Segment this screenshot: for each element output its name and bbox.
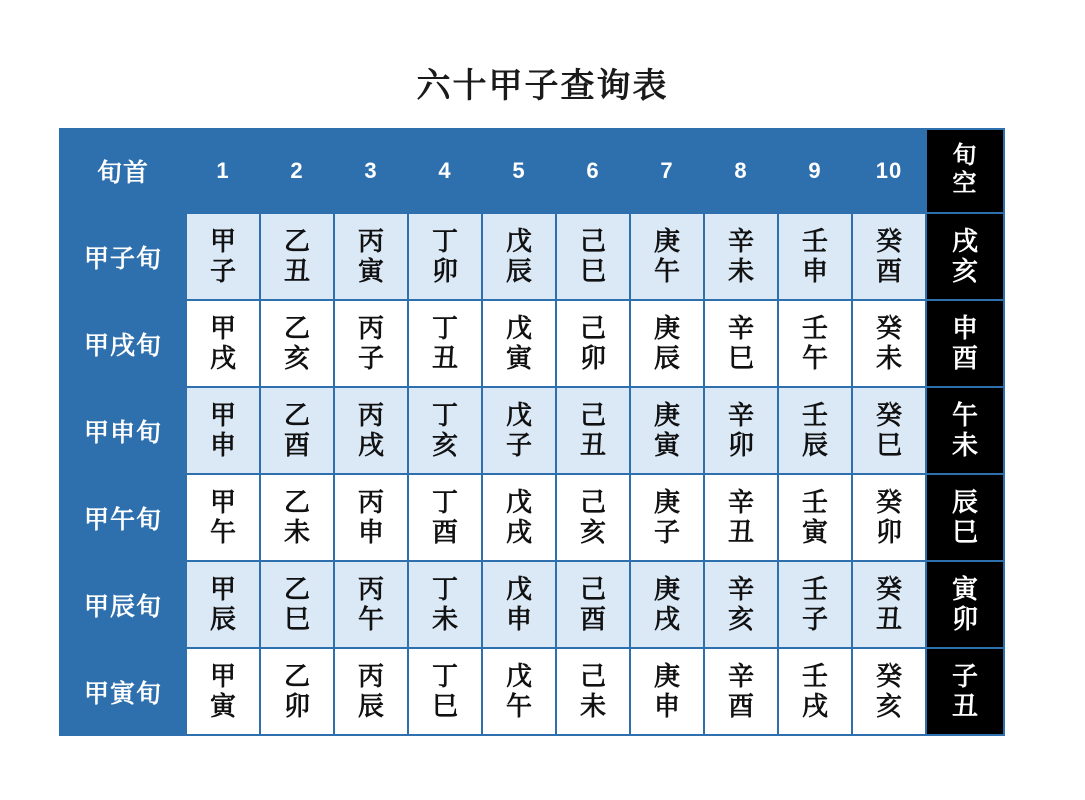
stem-glyph: 辛 [727, 488, 754, 518]
table-header-row [60, 129, 1004, 213]
stem-glyph: 壬 [801, 314, 828, 344]
stem-glyph: 己 [579, 488, 606, 518]
header-col-7: 7 [630, 129, 704, 213]
branch-glyph: 亥 [283, 343, 310, 373]
branch-glyph: 未 [579, 691, 606, 721]
stem-glyph: 丙 [357, 488, 384, 518]
table-body [60, 213, 1004, 735]
cell-r5-c3 [334, 561, 408, 648]
stem-glyph: 壬 [801, 488, 828, 518]
cell-r1-c6 [556, 213, 630, 300]
cell-r2-c4 [408, 300, 482, 387]
stem-glyph: 乙 [283, 662, 310, 692]
table-row [60, 561, 1004, 648]
branch-glyph: 辰 [209, 604, 236, 634]
kong-glyph-1: 子 [951, 662, 978, 692]
stem-glyph: 甲 [209, 401, 236, 431]
row-header-5: 甲辰旬 [60, 561, 186, 648]
stem-glyph: 庚 [653, 662, 680, 692]
cell-r6-c8 [704, 648, 778, 735]
cell-r6-c1 [186, 648, 260, 735]
header-xunkong [926, 129, 1004, 213]
kong-glyph-2: 亥 [951, 256, 978, 286]
stem-glyph: 己 [579, 662, 606, 692]
branch-glyph: 酉 [579, 604, 606, 634]
stem-glyph: 丙 [357, 227, 384, 257]
branch-glyph: 午 [801, 343, 828, 373]
cell-r1-c7 [630, 213, 704, 300]
stem-glyph: 癸 [875, 401, 902, 431]
stem-glyph: 庚 [653, 314, 680, 344]
stem-glyph: 丙 [357, 401, 384, 431]
stem-glyph: 乙 [283, 314, 310, 344]
cell-r2-c6 [556, 300, 630, 387]
branch-glyph: 子 [357, 343, 384, 373]
branch-glyph: 辰 [357, 691, 384, 721]
sixty-jiazi-table [59, 128, 1005, 736]
cell-r6-c2 [260, 648, 334, 735]
branch-glyph: 申 [653, 691, 680, 721]
branch-glyph: 未 [875, 343, 902, 373]
stem-glyph: 丙 [357, 575, 384, 605]
cell-r4-c6 [556, 474, 630, 561]
branch-glyph: 午 [653, 256, 680, 286]
branch-glyph: 申 [357, 517, 384, 547]
cell-r4-c3 [334, 474, 408, 561]
kong-cell-r2 [926, 300, 1004, 387]
stem-glyph: 辛 [727, 227, 754, 257]
cell-r2-c7 [630, 300, 704, 387]
page-title: 六十甲子查询表 [416, 68, 669, 105]
header-xunkong-line-2: 空 [952, 171, 978, 197]
branch-glyph: 丑 [875, 604, 902, 634]
stem-glyph: 丙 [357, 314, 384, 344]
cell-r5-c6 [556, 561, 630, 648]
branch-glyph: 亥 [579, 517, 606, 547]
cell-r4-c8 [704, 474, 778, 561]
stem-glyph: 辛 [727, 575, 754, 605]
stem-glyph: 癸 [875, 227, 902, 257]
branch-glyph: 戌 [801, 691, 828, 721]
stem-glyph: 甲 [209, 314, 236, 344]
stem-glyph: 壬 [801, 575, 828, 605]
branch-glyph: 戌 [505, 517, 532, 547]
header-col-10: 10 [852, 129, 926, 213]
cell-r2-c9 [778, 300, 852, 387]
branch-glyph: 卯 [727, 430, 754, 460]
stem-glyph: 壬 [801, 662, 828, 692]
stem-glyph: 丁 [431, 227, 458, 257]
stem-glyph: 庚 [653, 401, 680, 431]
header-xunkong-line-1: 旬 [952, 143, 978, 170]
cell-r2-c1 [186, 300, 260, 387]
cell-r4-c9 [778, 474, 852, 561]
stem-glyph: 戊 [505, 227, 532, 257]
sixty-jiazi-table-container [59, 128, 999, 736]
branch-glyph: 卯 [579, 343, 606, 373]
kong-glyph-1: 辰 [951, 488, 978, 518]
stem-glyph: 己 [579, 575, 606, 605]
stem-glyph: 壬 [801, 227, 828, 257]
cell-r5-c2 [260, 561, 334, 648]
branch-glyph: 寅 [653, 430, 680, 460]
table-row [60, 648, 1004, 735]
stem-glyph: 戊 [505, 662, 532, 692]
branch-glyph: 丑 [727, 517, 754, 547]
branch-glyph: 辰 [801, 430, 828, 460]
stem-glyph: 庚 [653, 488, 680, 518]
row-header-6: 甲寅旬 [60, 648, 186, 735]
cell-r3-c5 [482, 387, 556, 474]
stem-glyph: 庚 [653, 575, 680, 605]
row-header-2: 甲戌旬 [60, 300, 186, 387]
header-col-3: 3 [334, 129, 408, 213]
row-header-1: 甲子旬 [60, 213, 186, 300]
branch-glyph: 子 [209, 256, 236, 286]
kong-glyph-2: 酉 [951, 343, 978, 373]
branch-glyph: 酉 [431, 517, 458, 547]
stem-glyph: 戊 [505, 575, 532, 605]
header-col-1: 1 [186, 129, 260, 213]
branch-glyph: 戌 [209, 343, 236, 373]
cell-r3-c10 [852, 387, 926, 474]
branch-glyph: 子 [505, 430, 532, 460]
cell-r5-c8 [704, 561, 778, 648]
branch-glyph: 申 [209, 430, 236, 460]
kong-cell-r1 [926, 213, 1004, 300]
kong-glyph-1: 午 [951, 401, 978, 431]
cell-r5-c5 [482, 561, 556, 648]
stem-glyph: 乙 [283, 227, 310, 257]
cell-r6-c10 [852, 648, 926, 735]
kong-glyph-2: 卯 [951, 604, 978, 634]
stem-glyph: 丁 [431, 662, 458, 692]
stem-glyph: 甲 [209, 575, 236, 605]
branch-glyph: 未 [431, 604, 458, 634]
cell-r4-c7 [630, 474, 704, 561]
branch-glyph: 子 [801, 604, 828, 634]
cell-r3-c8 [704, 387, 778, 474]
branch-glyph: 亥 [431, 430, 458, 460]
cell-r5-c1 [186, 561, 260, 648]
branch-glyph: 子 [653, 517, 680, 547]
row-header-4: 甲午旬 [60, 474, 186, 561]
cell-r5-c4 [408, 561, 482, 648]
branch-glyph: 亥 [727, 604, 754, 634]
table-row [60, 474, 1004, 561]
branch-glyph: 午 [505, 691, 532, 721]
branch-glyph: 酉 [727, 691, 754, 721]
cell-r1-c3 [334, 213, 408, 300]
cell-r5-c10 [852, 561, 926, 648]
branch-glyph: 巳 [727, 343, 754, 373]
kong-glyph-1: 戌 [951, 227, 978, 257]
branch-glyph: 丑 [579, 430, 606, 460]
kong-glyph-2: 丑 [951, 691, 978, 721]
stem-glyph: 壬 [801, 401, 828, 431]
cell-r6-c7 [630, 648, 704, 735]
stem-glyph: 癸 [875, 662, 902, 692]
stem-glyph: 甲 [209, 227, 236, 257]
cell-r3-c6 [556, 387, 630, 474]
branch-glyph: 申 [505, 604, 532, 634]
cell-r1-c4 [408, 213, 482, 300]
stem-glyph: 辛 [727, 314, 754, 344]
table-row [60, 300, 1004, 387]
header-col-8: 8 [704, 129, 778, 213]
branch-glyph: 卯 [431, 256, 458, 286]
branch-glyph: 辰 [505, 256, 532, 286]
stem-glyph: 戊 [505, 401, 532, 431]
cell-r3-c9 [778, 387, 852, 474]
branch-glyph: 丑 [283, 256, 310, 286]
cell-r4-c5 [482, 474, 556, 561]
cell-r1-c9 [778, 213, 852, 300]
branch-glyph: 巳 [875, 430, 902, 460]
cell-r1-c2 [260, 213, 334, 300]
cell-r2-c5 [482, 300, 556, 387]
cell-r2-c2 [260, 300, 334, 387]
branch-glyph: 寅 [209, 691, 236, 721]
branch-glyph: 未 [727, 256, 754, 286]
header-col-2: 2 [260, 129, 334, 213]
stem-glyph: 癸 [875, 314, 902, 344]
stem-glyph: 癸 [875, 575, 902, 605]
branch-glyph: 丑 [431, 343, 458, 373]
branch-glyph: 未 [283, 517, 310, 547]
stem-glyph: 辛 [727, 401, 754, 431]
branch-glyph: 午 [209, 517, 236, 547]
kong-cell-r5 [926, 561, 1004, 648]
branch-glyph: 申 [801, 256, 828, 286]
kong-glyph-1: 寅 [951, 575, 978, 605]
branch-glyph: 寅 [357, 256, 384, 286]
stem-glyph: 丁 [431, 401, 458, 431]
branch-glyph: 卯 [283, 691, 310, 721]
cell-r3-c3 [334, 387, 408, 474]
cell-r1-c8 [704, 213, 778, 300]
stem-glyph: 庚 [653, 227, 680, 257]
table-row [60, 213, 1004, 300]
cell-r6-c3 [334, 648, 408, 735]
stem-glyph: 辛 [727, 662, 754, 692]
cell-r4-c4 [408, 474, 482, 561]
stem-glyph: 甲 [209, 662, 236, 692]
cell-r4-c10 [852, 474, 926, 561]
cell-r1-c5 [482, 213, 556, 300]
branch-glyph: 辰 [653, 343, 680, 373]
stem-glyph: 乙 [283, 575, 310, 605]
stem-glyph: 乙 [283, 401, 310, 431]
cell-r1-c10 [852, 213, 926, 300]
branch-glyph: 巳 [431, 691, 458, 721]
stem-glyph: 戊 [505, 488, 532, 518]
stem-glyph: 甲 [209, 488, 236, 518]
cell-r3-c7 [630, 387, 704, 474]
stem-glyph: 乙 [283, 488, 310, 518]
branch-glyph: 酉 [283, 430, 310, 460]
stem-glyph: 戊 [505, 314, 532, 344]
header-col-6: 6 [556, 129, 630, 213]
cell-r2-c3 [334, 300, 408, 387]
branch-glyph: 寅 [801, 517, 828, 547]
header-col-5: 5 [482, 129, 556, 213]
branch-glyph: 戌 [357, 430, 384, 460]
stem-glyph: 己 [579, 227, 606, 257]
branch-glyph: 寅 [505, 343, 532, 373]
cell-r4-c2 [260, 474, 334, 561]
branch-glyph: 亥 [875, 691, 902, 721]
cell-r6-c4 [408, 648, 482, 735]
cell-r6-c5 [482, 648, 556, 735]
header-col-4: 4 [408, 129, 482, 213]
header-col-9: 9 [778, 129, 852, 213]
branch-glyph: 巳 [579, 256, 606, 286]
table-row [60, 387, 1004, 474]
stem-glyph: 丁 [431, 575, 458, 605]
cell-r1-c1 [186, 213, 260, 300]
cell-r3-c4 [408, 387, 482, 474]
kong-glyph-2: 巳 [951, 517, 978, 547]
branch-glyph: 酉 [875, 256, 902, 286]
stem-glyph: 丙 [357, 662, 384, 692]
cell-r5-c9 [778, 561, 852, 648]
stem-glyph: 丁 [431, 314, 458, 344]
header-xunshou: 旬首 [60, 129, 186, 213]
kong-glyph-1: 申 [951, 314, 978, 344]
kong-cell-r3 [926, 387, 1004, 474]
branch-glyph: 卯 [875, 517, 902, 547]
cell-r4-c1 [186, 474, 260, 561]
stem-glyph: 己 [579, 314, 606, 344]
cell-r2-c8 [704, 300, 778, 387]
kong-glyph-2: 未 [951, 430, 978, 460]
cell-r6-c6 [556, 648, 630, 735]
cell-r3-c1 [186, 387, 260, 474]
cell-r2-c10 [852, 300, 926, 387]
stem-glyph: 丁 [431, 488, 458, 518]
cell-r3-c2 [260, 387, 334, 474]
cell-r5-c7 [630, 561, 704, 648]
cell-r6-c9 [778, 648, 852, 735]
branch-glyph: 巳 [283, 604, 310, 634]
kong-cell-r4 [926, 474, 1004, 561]
stem-glyph: 己 [579, 401, 606, 431]
branch-glyph: 戌 [653, 604, 680, 634]
stem-glyph: 癸 [875, 488, 902, 518]
kong-cell-r6 [926, 648, 1004, 735]
row-header-3: 甲申旬 [60, 387, 186, 474]
branch-glyph: 午 [357, 604, 384, 634]
